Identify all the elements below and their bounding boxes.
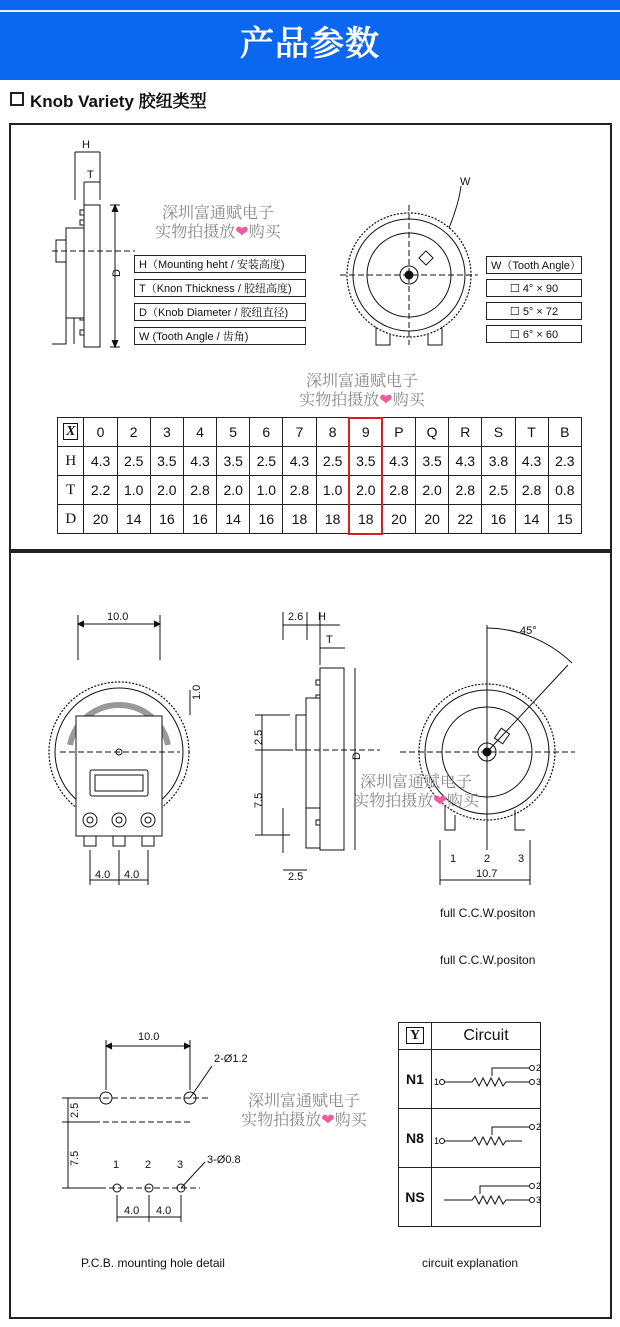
table-header-cell: S: [482, 418, 515, 447]
table-cell: 4.3: [515, 447, 548, 476]
table-cell: 2.8: [283, 476, 316, 505]
table-cell: 4.3: [183, 447, 216, 476]
table-cell: 18: [283, 505, 316, 534]
table-cell: 2.2: [84, 476, 117, 505]
svg-text:1: 1: [434, 1135, 440, 1146]
circuit-diagram-ns: [432, 1168, 541, 1227]
table-cell: 14: [217, 505, 250, 534]
svg-text:2: 2: [536, 1062, 542, 1073]
table-header-cell: 0: [84, 418, 117, 447]
watermark-line1: 深圳富通赋电子: [161, 205, 274, 222]
table-row: [58, 476, 582, 505]
legend-tooth-angle: W (Tooth Angle / 齿角): [134, 327, 306, 345]
pot-side-view: [255, 612, 380, 870]
front-pin-spacing-right: 4.0: [124, 869, 140, 881]
highlighted-column-frame: [348, 417, 383, 536]
pcb-pin-3: 3: [177, 1159, 184, 1171]
table-header-cell: 6: [250, 418, 283, 447]
legend-knob-diameter: D（Knob Diameter / 胶纽直径): [134, 303, 306, 321]
table-header-row: [58, 418, 582, 447]
table-cell: 14: [117, 505, 150, 534]
resistor-symbol-icon: [432, 1058, 540, 1098]
table-cell: 1.0: [316, 476, 349, 505]
table-row: [58, 447, 582, 476]
pcb-spacing-right: 4.0: [156, 1205, 172, 1217]
rotation-caption-1: full C.C.W.positon: [440, 906, 536, 920]
table-header-cell: 9: [349, 418, 382, 447]
pcb-hole-small-label: 3-Ø0.8: [207, 1154, 241, 1166]
pcb-hole-detail: [62, 1040, 212, 1222]
table-header-cell: 4: [183, 418, 216, 447]
table-cell: 18: [349, 505, 382, 534]
table-cell: 16: [482, 505, 515, 534]
circuit-corner-cell: Y: [399, 1023, 432, 1050]
table-header-cell: 5: [217, 418, 250, 447]
front-lower-label: 7.5: [253, 792, 265, 808]
table-header-cell: R: [449, 418, 482, 447]
table-cell: 20: [84, 505, 117, 534]
front-offset-label: 1.0: [191, 684, 203, 700]
table-row-label: D: [58, 505, 84, 534]
table-row-label: T: [58, 476, 84, 505]
table-cell: 0.8: [548, 476, 581, 505]
side-dim-H: H: [318, 611, 326, 623]
table-header-cell: B: [548, 418, 581, 447]
svg-text:2: 2: [536, 1180, 542, 1191]
table-cell: 2.0: [217, 476, 250, 505]
table-cell: 2.5: [482, 476, 515, 505]
front-width-label: 10.0: [107, 611, 129, 623]
knob-side-view: [52, 152, 135, 347]
watermark: 深圳富通赋电子 实物拍摄放❤购买: [241, 1093, 367, 1129]
section-title: Knob Variety 胶纽类型: [30, 91, 207, 111]
table-cell: 2.8: [449, 476, 482, 505]
pcb-upper-label: 2.5: [69, 1102, 81, 1118]
legend-knob-thickness: T（Knon Thickness / 胶纽高度): [134, 279, 306, 297]
table-cell: 3.5: [416, 447, 449, 476]
table-header-cell: T: [515, 418, 548, 447]
rotation-pin-2: 2: [484, 853, 491, 865]
table-cell: 2.0: [349, 476, 382, 505]
table-corner-cell: X: [58, 418, 84, 447]
pcb-pin-2: 2: [145, 1159, 152, 1171]
side-dim-D: D: [351, 752, 363, 760]
heart-icon: ❤: [379, 392, 393, 409]
table-cell: 2.3: [548, 447, 581, 476]
legend-mounting-height: H（Mounting heht / 安装高度): [134, 255, 306, 273]
front-pin-spacing-left: 4.0: [95, 869, 111, 881]
circuit-table: [398, 1022, 541, 1227]
table-row: [399, 1109, 541, 1168]
table-cell: 3.5: [217, 447, 250, 476]
svg-text:3: 3: [536, 1076, 542, 1087]
heart-icon: ❤: [235, 224, 249, 241]
table-cell: 4.3: [449, 447, 482, 476]
rotation-caption-2: full C.C.W.positon: [440, 953, 536, 967]
table-cell: 20: [416, 505, 449, 534]
watermark: 深圳富通赋电子 实物拍摄放❤购买: [138, 204, 298, 242]
table-header-cell: P: [382, 418, 415, 447]
table-cell: 20: [382, 505, 415, 534]
table-cell: 2.5: [250, 447, 283, 476]
table-cell: 15: [548, 505, 581, 534]
table-cell: 2.5: [117, 447, 150, 476]
pot-rotation-view: [400, 625, 575, 885]
dim-label-D: D: [111, 269, 123, 277]
table-cell: 3.5: [349, 447, 382, 476]
dim-label-T: T: [87, 169, 94, 181]
resistor-symbol-icon: [432, 1176, 540, 1216]
tooth-angle-option-1: ☐ 4° × 90: [486, 279, 582, 297]
table-header-row: [399, 1023, 541, 1050]
circuit-title: Circuit: [432, 1023, 541, 1050]
resistor-symbol-icon: [432, 1117, 540, 1157]
circuit-row-name: NS: [399, 1168, 432, 1227]
pcb-spacing-left: 4.0: [124, 1205, 140, 1217]
svg-text:1: 1: [434, 1076, 440, 1087]
svg-text:2: 2: [536, 1121, 542, 1132]
svg-text:3: 3: [536, 1194, 542, 1205]
pcb-lower-label: 7.5: [69, 1150, 81, 1166]
watermark: 深圳富通赋电子 实物拍摄放❤购买: [299, 373, 425, 409]
table-header-cell: 7: [283, 418, 316, 447]
table-row-label: H: [58, 447, 84, 476]
table-cell: 1.0: [117, 476, 150, 505]
dim-label-H: H: [82, 139, 90, 151]
rotation-width-label: 10.7: [476, 868, 498, 880]
pcb-caption: P.C.B. mounting hole detail: [81, 1256, 225, 1270]
table-header-cell: 3: [150, 418, 183, 447]
knob-spec-table: [57, 417, 582, 534]
table-row: [399, 1168, 541, 1227]
table-cell: 2.8: [515, 476, 548, 505]
table-row: [399, 1050, 541, 1109]
pcb-width-label: 10.0: [138, 1031, 160, 1043]
pot-front-view: [49, 615, 190, 885]
pcb-pin-1: 1: [113, 1159, 120, 1171]
table-cell: 4.3: [382, 447, 415, 476]
heart-icon: ❤: [321, 1112, 335, 1129]
rotation-pin-1: 1: [450, 853, 457, 865]
circuit-row-name: N8: [399, 1109, 432, 1168]
table-cell: 3.5: [150, 447, 183, 476]
circuit-diagram-n1: [432, 1050, 541, 1109]
table-cell: 22: [449, 505, 482, 534]
table-cell: 2.8: [183, 476, 216, 505]
circuit-row-name: N1: [399, 1050, 432, 1109]
table-cell: 14: [515, 505, 548, 534]
circuit-diagram-n8: [432, 1109, 541, 1168]
table-header-cell: 8: [316, 418, 349, 447]
side-dim-a: 2.6: [288, 611, 304, 623]
table-cell: 3.8: [482, 447, 515, 476]
table-cell: 4.3: [84, 447, 117, 476]
tooth-angle-title: W（Tooth Angle）: [486, 256, 582, 274]
table-cell: 1.0: [250, 476, 283, 505]
table-header-cell: 2: [117, 418, 150, 447]
heart-icon: ❤: [433, 793, 447, 810]
table-cell: 2.5: [316, 447, 349, 476]
table-cell: 2.8: [382, 476, 415, 505]
rotation-angle-label: 45°: [520, 625, 537, 637]
knob-front-view: [340, 186, 478, 345]
table-cell: 16: [150, 505, 183, 534]
page-title: 产品参数: [240, 25, 380, 63]
table-row: [58, 505, 582, 534]
pcb-hole-large-label: 2-Ø1.2: [214, 1053, 248, 1065]
circuit-caption: circuit explanation: [422, 1256, 519, 1270]
table-header-cell: Q: [416, 418, 449, 447]
table-cell: 16: [183, 505, 216, 534]
table-cell: 2.0: [416, 476, 449, 505]
front-upper-label: 2.5: [253, 729, 265, 745]
table-cell: 4.3: [283, 447, 316, 476]
table-cell: 16: [250, 505, 283, 534]
rotation-pin-3: 3: [518, 853, 525, 865]
side-dim-T: T: [326, 634, 333, 646]
watermark: 深圳富通赋电子 实物拍摄放❤购买: [353, 774, 479, 810]
table-cell: 18: [316, 505, 349, 534]
tooth-angle-option-3: ☐ 6° × 60: [486, 325, 582, 343]
tooth-angle-option-2: ☐ 5° × 72: [486, 302, 582, 320]
table-cell: 2.0: [150, 476, 183, 505]
side-bottom-label: 2.5: [288, 871, 304, 883]
dim-label-W: W: [460, 176, 471, 188]
